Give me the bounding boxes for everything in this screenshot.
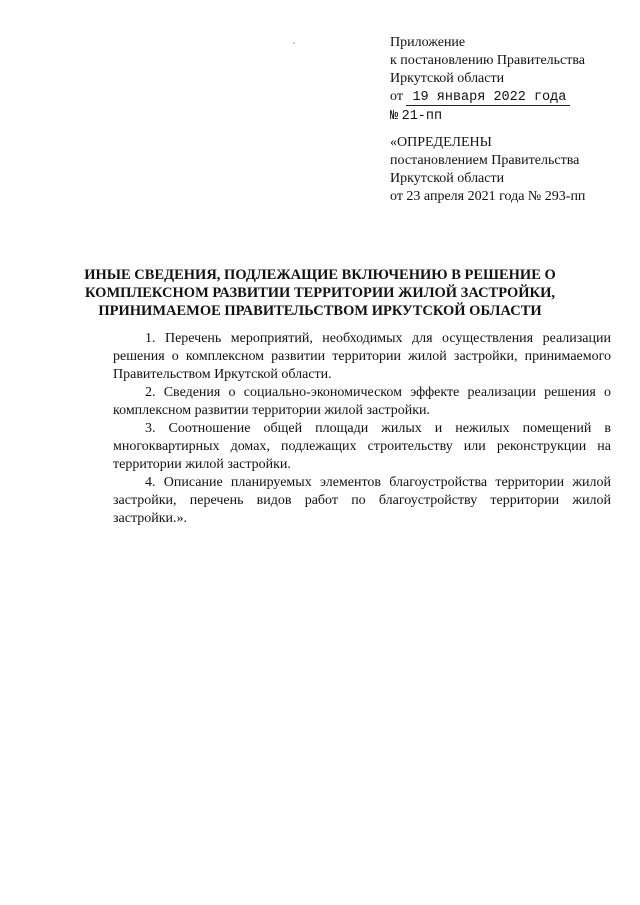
heading-line-2: КОМПЛЕКСНОМ РАЗВИТИИ ТЕРРИТОРИИ ЖИЛОЙ ЗАСТРОЙКИ, bbox=[85, 285, 555, 301]
appendix-header bbox=[390, 34, 620, 126]
scan-speck bbox=[293, 42, 295, 44]
heading-line-3: ПРИНИМАЕМОЕ ПРАВИТЕЛЬСТВОМ ИРКУТСКОЙ ОБЛАСТИ bbox=[98, 303, 542, 319]
appendix-resolution-line: к постановлению Правительства bbox=[390, 53, 586, 68]
appendix-region-line: Иркутской области bbox=[390, 71, 505, 86]
items-list bbox=[113, 330, 611, 528]
defined-date-number-line: от 23 апреля 2021 года № 293-пп bbox=[390, 189, 586, 204]
defined-resolution-line: постановлением Правительства bbox=[390, 153, 580, 168]
date-from-label: от bbox=[390, 89, 403, 104]
list-item: 4. Описание планируемых элементов благоустройства территории жилой застройки, перечень видов работ по благоустройству территории жилой застройки.». bbox=[113, 475, 611, 526]
defined-region-line: Иркутской области bbox=[390, 171, 505, 186]
appendix-title: Приложение bbox=[390, 35, 466, 50]
list-item: 2. Сведения о социально-экономическом эффекте реализации решения о комплексном развитии территории жилой застройки. bbox=[113, 385, 611, 418]
list-item: 3. Соотношение общей площади жилых и нежилых помещений в многоквартирных домах, подлежащих строительству или реконструкции на территории жилой застройки. bbox=[113, 421, 611, 472]
heading-line-1: ИНЫЕ СВЕДЕНИЯ, ПОДЛЕЖАЩИЕ ВКЛЮЧЕНИЮ В РЕШЕНИЕ О bbox=[84, 267, 556, 283]
number-label: № bbox=[390, 109, 399, 124]
appendix-number-line bbox=[390, 107, 620, 126]
resolution-number: 21-пп bbox=[401, 109, 443, 124]
resolution-date: 19 января 2022 года bbox=[406, 90, 570, 106]
document-heading bbox=[80, 266, 560, 320]
defined-by-block bbox=[390, 134, 630, 206]
list-item: 1. Перечень мероприятий, необходимых для осуществления реализации решения о комплексном развитии территории жилой застройки, принимаемого Правительством Иркутской области. bbox=[113, 331, 611, 382]
appendix-date-line bbox=[390, 88, 620, 107]
defined-title: «ОПРЕДЕЛЕНЫ bbox=[390, 135, 492, 150]
